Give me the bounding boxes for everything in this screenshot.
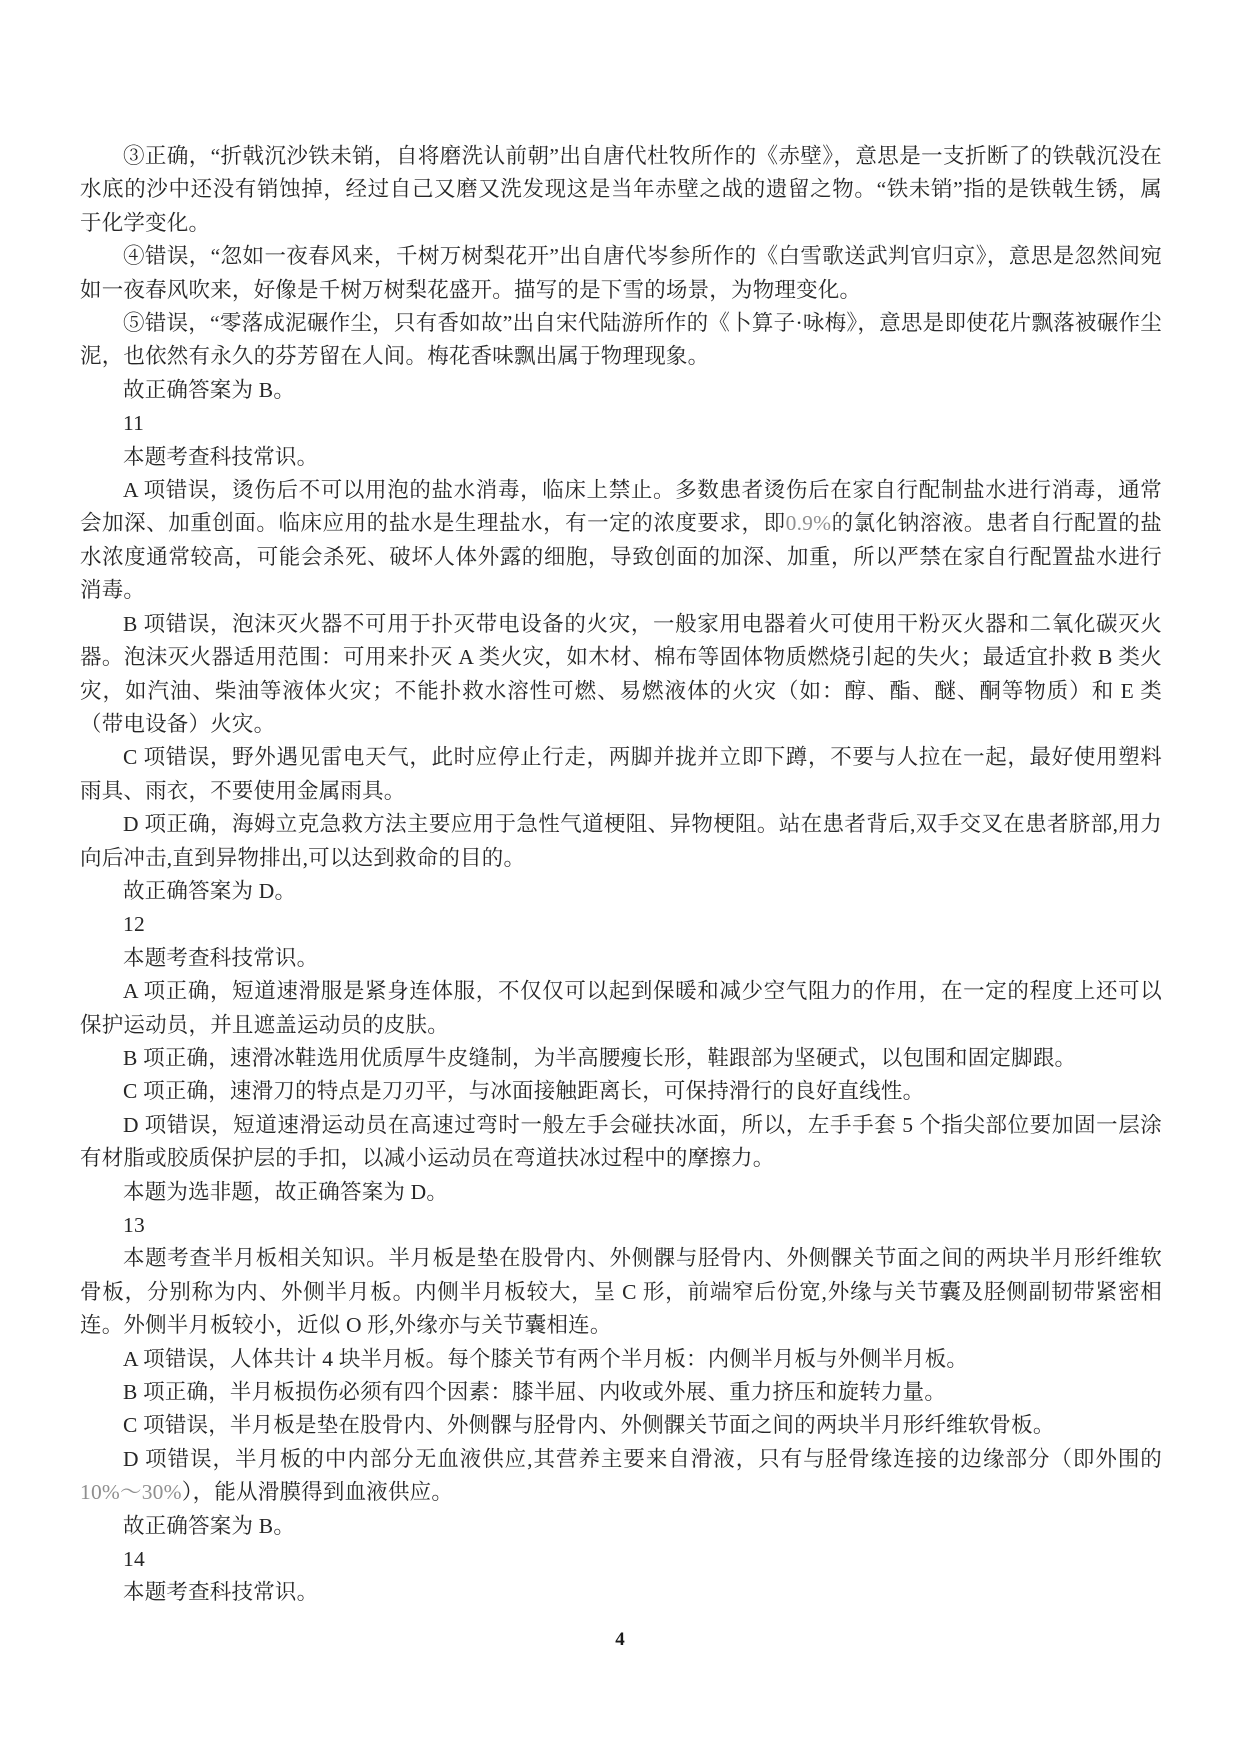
paragraph-text: 13: [123, 1213, 145, 1237]
paragraph: [80, 374, 1162, 407]
paragraph: [80, 240, 1162, 307]
paragraph: [80, 1209, 1162, 1242]
paragraph: [80, 908, 1162, 941]
paragraph-text: D 项错误，短道速滑运动员在高速过弯时一般左手会碰扶冰面，所以，左手手套 5 个指尖部位要加固一层涂有材脂或胶质保护层的手扣，以减小运动员在弯道扶冰过程中的摩擦力。: [80, 1112, 1162, 1171]
paragraph-text: B 项正确，半月板损伤必须有四个因素：膝半屈、内收或外展、重力挤压和旋转力量。: [123, 1380, 947, 1405]
paragraph-text: C 项错误，野外遇见雷电天气，此时应停止行走，两脚并拢并立即下蹲，不要与人拉在一起，最好使用塑料雨具、雨衣，不要使用金属雨具。: [80, 745, 1162, 803]
paragraph-text: B 项正确，速滑冰鞋选用优质厚牛皮缝制，为半高腰瘦长形，鞋跟部为坚硬式，以包围和固定脚跟。: [123, 1045, 1077, 1070]
paragraph-text: D 项正确，海姆立克急救方法主要应用于急性气道梗阻、异物梗阻。站在患者背后,双手交叉在患者脐部,用力向后冲击,直到异物排出,可以达到救命的目的。: [80, 812, 1162, 870]
paragraph-text: 14: [123, 1547, 145, 1572]
paragraph-text: A 项错误，人体共计 4 块半月板。每个膝关节有两个半月板：内侧半月板与外侧半月板。: [123, 1346, 969, 1371]
paragraph-text: D 项错误，半月板的中内部分无血液供应,其营养主要来自滑液，只有与胫骨缘连接的边缘部分（即外围的: [123, 1446, 1162, 1471]
percent-value: 10%～30%: [80, 1480, 182, 1505]
paragraph: [80, 1543, 1162, 1576]
paragraph: [80, 1376, 1162, 1409]
paragraph: [80, 307, 1162, 374]
paragraph-text: ④错误，“忽如一夜春风来，千树万树梨花开”出自唐代岑参所作的《白雪歌送武判官归京》，意思是忽然间宛如一夜春风吹来，好像是千树万树梨花盛开。描写的是下雪的场景，为物理变化。: [80, 244, 1162, 302]
document-body: [80, 140, 1162, 1610]
paragraph-text: 故正确答案为 B。: [123, 1513, 296, 1538]
paragraph: [80, 1343, 1162, 1376]
paragraph: [80, 875, 1162, 908]
paragraph-text: 本题考查科技常识。: [123, 945, 319, 970]
paragraph: [80, 140, 1162, 240]
paragraph-text: 故正确答案为 D。: [123, 878, 297, 903]
paragraph: [80, 1409, 1162, 1442]
paragraph: [80, 1510, 1162, 1543]
paragraph-text: A 项错误，烫伤后不可以用泡的盐水消毒，临床上禁止。多数患者烫伤后在家自行配制盐水进行消毒，通常会加深、加重创面。临床应用的盐水是生理盐水，有一定的浓度要求，即: [80, 478, 1162, 536]
paragraph: [80, 975, 1162, 1042]
paragraph: [80, 1576, 1162, 1609]
paragraph: [80, 942, 1162, 975]
paragraph-text: ⑤错误，“零落成泥碾作尘，只有香如故”出自宋代陆游所作的《卜算子·咏梅》，意思是即使花片飘落被碾作尘泥，也依然有永久的芬芳留在人间。梅花香味飘出属于物理现象。: [80, 311, 1162, 369]
percent-value: 0.9%: [785, 511, 832, 536]
paragraph-text: C 项正确，速滑刀的特点是刀刃平，与冰面接触距离长，可保持滑行的良好直线性。: [123, 1079, 925, 1104]
paragraph-text: B 项错误，泡沫灭火器不可用于扑灭带电设备的火灾，一般家用电器着火可使用干粉灭火器和二氧化碳灭火器。泡沫灭火器适用范围：可用来扑灭 A 类火灾，如木材、棉布等固体物质燃烧引起的失火；最适宜扑救 B 类火灾，如汽油、柴油等液体火灾；不能扑救水溶性可燃、易燃液体的火灾（如：醇、酯、醚、酮等物质）和 E 类（带电设备）火灾。: [80, 611, 1162, 736]
paragraph: [80, 608, 1162, 742]
paragraph-text: C 项错误，半月板是垫在股骨内、外侧髁与胫骨内、外侧髁关节面之间的两块半月形纤维软骨板。: [123, 1413, 1055, 1438]
paragraph: [80, 474, 1162, 608]
paragraph-text: 本题考查科技常识。: [123, 1580, 319, 1605]
paragraph: [80, 1176, 1162, 1209]
paragraph: [80, 1443, 1162, 1510]
paragraph-text: 的氯化钠溶液。患者自行配置的盐水浓度通常较高，可能会杀死、破坏人体外露的细胞，导致创面的加深、加重，所以严禁在家自行配置盐水进行消毒。: [80, 511, 1162, 603]
paragraph-text: A 项正确，短道速滑服是紧身连体服，不仅仅可以起到保暖和减少空气阻力的作用，在一定的程度上还可以保护运动员，并且遮盖运动员的皮肤。: [80, 979, 1162, 1037]
paragraph: [80, 741, 1162, 808]
page-number: 4: [615, 1629, 625, 1650]
paragraph-text: 本题为选非题，故正确答案为 D。: [123, 1179, 449, 1204]
paragraph: [80, 1242, 1162, 1342]
paragraph-text: 本题考查科技常识。: [123, 444, 319, 469]
paragraph-text: ③正确，“折戟沉沙铁未销，自将磨洗认前朝”出自唐代杜牧所作的《赤壁》，意思是一支折断了的铁戟沉没在水底的沙中还没有销蚀掉，经过自己又磨又洗发现这是当年赤壁之战的遗留之物。“铁未销”指的是铁戟生锈，属于化学变化。: [80, 144, 1162, 235]
paragraph-text: 故正确答案为 B。: [123, 377, 296, 402]
paragraph: [80, 808, 1162, 875]
paragraph-text: 11: [123, 411, 145, 436]
paragraph: [80, 441, 1162, 474]
paragraph: [80, 1075, 1162, 1108]
paragraph-text: 本题考查半月板相关知识。半月板是垫在股骨内、外侧髁与胫骨内、外侧髁关节面之间的两块半月形纤维软骨板，分别称为内、外侧半月板。内侧半月板较大，呈 C 形，前端窄后份宽,外缘与关节囊及胫侧副韧带紧密相连。外侧半月板较小，近似 O 形,外缘亦与关节囊相连。: [80, 1246, 1162, 1338]
paragraph-text: 12: [123, 912, 145, 937]
paragraph: [80, 1042, 1162, 1075]
paragraph: [80, 1109, 1162, 1176]
paragraph: [80, 407, 1162, 440]
paragraph-text: ），能从滑膜得到血液供应。: [181, 1480, 454, 1505]
